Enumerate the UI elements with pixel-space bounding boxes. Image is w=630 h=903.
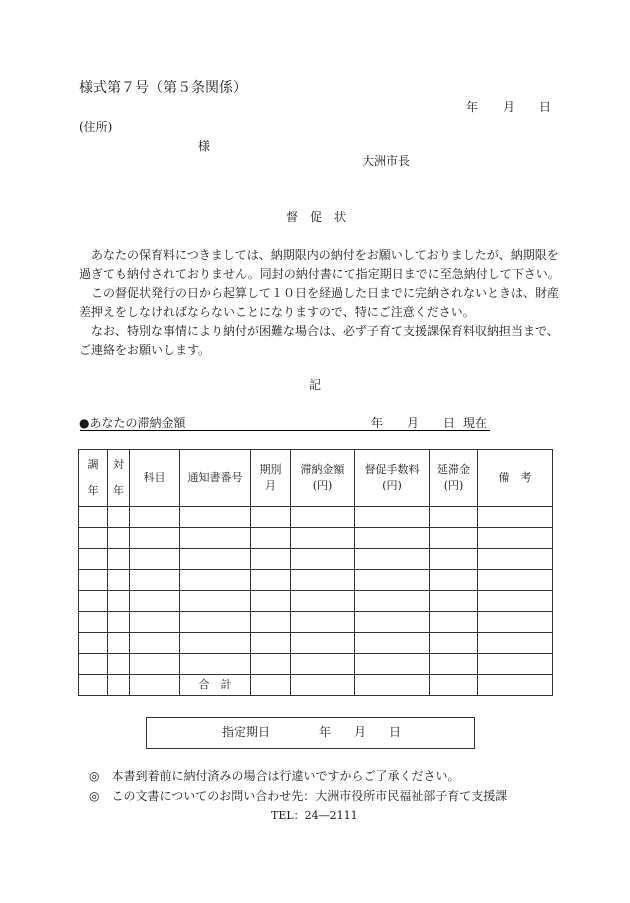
balance-as-of-label: 現在 bbox=[463, 416, 488, 430]
header-reminder-fee: 督促手数料 (円) bbox=[355, 450, 430, 507]
total-label: 合 計 bbox=[180, 675, 251, 696]
balance-label: ●あなたの滞納金額 bbox=[79, 416, 186, 430]
table-cell[interactable] bbox=[180, 633, 251, 654]
table-cell[interactable] bbox=[251, 633, 291, 654]
due-date-label: 指定期日 bbox=[222, 725, 271, 739]
balance-year-label: 年 bbox=[371, 416, 384, 430]
table-cell[interactable] bbox=[291, 528, 355, 549]
table-cell[interactable] bbox=[79, 570, 108, 591]
total-cell[interactable] bbox=[291, 675, 355, 696]
due-year-label: 年 bbox=[319, 725, 332, 739]
document-title: 督 促 状 bbox=[286, 210, 347, 224]
form-number: 様式第７号（第５条関係） bbox=[79, 80, 247, 96]
table-cell[interactable] bbox=[79, 591, 108, 612]
table-cell[interactable] bbox=[355, 528, 430, 549]
balance-month-label: 月 bbox=[407, 416, 420, 430]
date-day-label: 日 bbox=[539, 100, 552, 114]
table-row bbox=[79, 591, 553, 612]
table-cell[interactable] bbox=[180, 570, 251, 591]
body-paragraph-1-line-1: あなたの保育料につきましては、納期限内の納付をお願いしておりましたが、納期限を bbox=[79, 248, 559, 262]
table-cell[interactable] bbox=[180, 528, 251, 549]
body-paragraph-2-line-1: この督促状発行の日から起算して１０日を経過した日までに完納されないときは、財産 bbox=[79, 286, 560, 300]
table-cell[interactable] bbox=[79, 633, 108, 654]
table-cell[interactable] bbox=[430, 549, 478, 570]
table-row bbox=[79, 549, 553, 570]
table-cell[interactable] bbox=[251, 507, 291, 528]
table-cell[interactable] bbox=[291, 507, 355, 528]
table-cell[interactable] bbox=[291, 549, 355, 570]
table-cell[interactable] bbox=[355, 633, 430, 654]
due-day-label: 日 bbox=[389, 725, 402, 739]
header-kamoku: 科目 bbox=[130, 450, 180, 507]
table-cell[interactable] bbox=[355, 507, 430, 528]
table-cell[interactable] bbox=[478, 633, 553, 654]
table-cell[interactable] bbox=[108, 591, 130, 612]
table-cell[interactable] bbox=[251, 549, 291, 570]
contact-phone: TEL：24―2111 bbox=[271, 809, 358, 822]
table-cell[interactable] bbox=[430, 591, 478, 612]
header-late-charge: 延滞金 (円) bbox=[430, 450, 478, 507]
body-paragraph-3-line-1: なお、特別な事情により納付が困難な場合は、必ず子育て支援課保育料収納担当まで、 bbox=[79, 324, 559, 338]
table-cell[interactable] bbox=[291, 591, 355, 612]
table-cell[interactable] bbox=[355, 570, 430, 591]
table-cell[interactable] bbox=[478, 570, 553, 591]
table-cell[interactable] bbox=[79, 654, 108, 675]
table-cell[interactable] bbox=[291, 612, 355, 633]
table-cell[interactable] bbox=[108, 570, 130, 591]
table-cell[interactable] bbox=[130, 528, 180, 549]
header-period: 期別 月 bbox=[251, 450, 291, 507]
table-cell[interactable] bbox=[130, 654, 180, 675]
table-row bbox=[79, 570, 553, 591]
header-notice-number: 通知書番号 bbox=[180, 450, 251, 507]
table-row bbox=[79, 528, 553, 549]
header-arrears-amount: 滞納金額 (円) bbox=[291, 450, 355, 507]
body-paragraph-1-line-2: 過ぎても納付されておりません。同封の納付書にて指定期日までに至急納付して下さい。 bbox=[79, 267, 560, 281]
table-cell[interactable] bbox=[291, 570, 355, 591]
table-cell bbox=[108, 675, 130, 696]
table-cell[interactable] bbox=[108, 507, 130, 528]
table-cell[interactable] bbox=[251, 612, 291, 633]
table-cell[interactable] bbox=[180, 507, 251, 528]
date-month-label: 月 bbox=[503, 100, 516, 114]
balance-underline bbox=[80, 430, 490, 431]
table-cell[interactable] bbox=[430, 570, 478, 591]
table-cell[interactable] bbox=[130, 507, 180, 528]
table-cell[interactable] bbox=[478, 549, 553, 570]
table-cell[interactable] bbox=[130, 633, 180, 654]
address-label: (住所) bbox=[79, 120, 113, 134]
table-cell[interactable] bbox=[130, 612, 180, 633]
table-cell[interactable] bbox=[251, 591, 291, 612]
table-cell[interactable] bbox=[430, 633, 478, 654]
balance-day-label: 日 bbox=[443, 416, 456, 430]
table-cell[interactable] bbox=[130, 549, 180, 570]
table-row bbox=[79, 612, 553, 633]
table-cell[interactable] bbox=[355, 591, 430, 612]
table-cell[interactable] bbox=[79, 612, 108, 633]
total-cell[interactable] bbox=[430, 675, 478, 696]
table-cell bbox=[79, 675, 108, 696]
header-tainen: 対 年 bbox=[108, 450, 130, 507]
table-cell[interactable] bbox=[251, 570, 291, 591]
table-cell[interactable] bbox=[478, 654, 553, 675]
table-cell[interactable] bbox=[130, 591, 180, 612]
table-cell bbox=[130, 675, 180, 696]
header-remarks: 備 考 bbox=[478, 450, 553, 507]
table-cell[interactable] bbox=[478, 507, 553, 528]
table-cell[interactable] bbox=[355, 549, 430, 570]
table-cell[interactable] bbox=[108, 654, 130, 675]
table-cell[interactable] bbox=[355, 612, 430, 633]
table-cell[interactable] bbox=[430, 654, 478, 675]
issuer-name: 大洲市長 bbox=[362, 154, 411, 168]
note-already-paid: ◎ 本書到着前に納付済みの場合は行違いですからご了承ください。 bbox=[89, 769, 460, 783]
table-cell[interactable] bbox=[478, 612, 553, 633]
table-cell[interactable] bbox=[251, 654, 291, 675]
due-date-box bbox=[146, 717, 475, 749]
table-cell[interactable] bbox=[430, 507, 478, 528]
table-cell[interactable] bbox=[180, 612, 251, 633]
total-cell[interactable] bbox=[251, 675, 291, 696]
table-cell[interactable] bbox=[108, 549, 130, 570]
table-cell[interactable] bbox=[180, 654, 251, 675]
table-cell[interactable] bbox=[478, 528, 553, 549]
body-paragraph-2-line-2: 差押えをしなければならないことになりますので、特にご注意ください。 bbox=[79, 305, 475, 319]
header-chonen: 調 年 bbox=[79, 450, 108, 507]
honorific-label: 様 bbox=[198, 139, 211, 153]
table-cell[interactable] bbox=[478, 591, 553, 612]
table-row bbox=[79, 633, 553, 654]
table-cell[interactable] bbox=[180, 549, 251, 570]
table-cell[interactable] bbox=[291, 633, 355, 654]
table-total-row bbox=[79, 675, 553, 696]
table-cell[interactable] bbox=[108, 528, 130, 549]
arrears-table bbox=[78, 449, 553, 696]
body-paragraph-3-line-2: ご連絡をお願いします。 bbox=[79, 343, 211, 357]
table-header-row bbox=[79, 450, 553, 507]
ki-heading: 記 bbox=[309, 378, 322, 392]
table-cell[interactable] bbox=[108, 633, 130, 654]
note-contact: ◎ この文書についてのお問い合わせ先：大洲市役所市民福祉部子育て支援課 bbox=[89, 789, 508, 803]
date-year-label: 年 bbox=[466, 100, 479, 114]
table-cell[interactable] bbox=[291, 654, 355, 675]
table-cell[interactable] bbox=[430, 528, 478, 549]
table-cell[interactable] bbox=[251, 528, 291, 549]
total-cell[interactable] bbox=[355, 675, 430, 696]
table-cell[interactable] bbox=[355, 654, 430, 675]
table-cell[interactable] bbox=[79, 507, 108, 528]
table-cell[interactable] bbox=[108, 612, 130, 633]
table-cell[interactable] bbox=[180, 591, 251, 612]
total-cell[interactable] bbox=[478, 675, 553, 696]
table-cell[interactable] bbox=[130, 570, 180, 591]
table-cell[interactable] bbox=[79, 528, 108, 549]
table-row bbox=[79, 654, 553, 675]
table-cell[interactable] bbox=[430, 612, 478, 633]
table-row bbox=[79, 507, 553, 528]
table-cell[interactable] bbox=[79, 549, 108, 570]
due-month-label: 月 bbox=[354, 725, 367, 739]
